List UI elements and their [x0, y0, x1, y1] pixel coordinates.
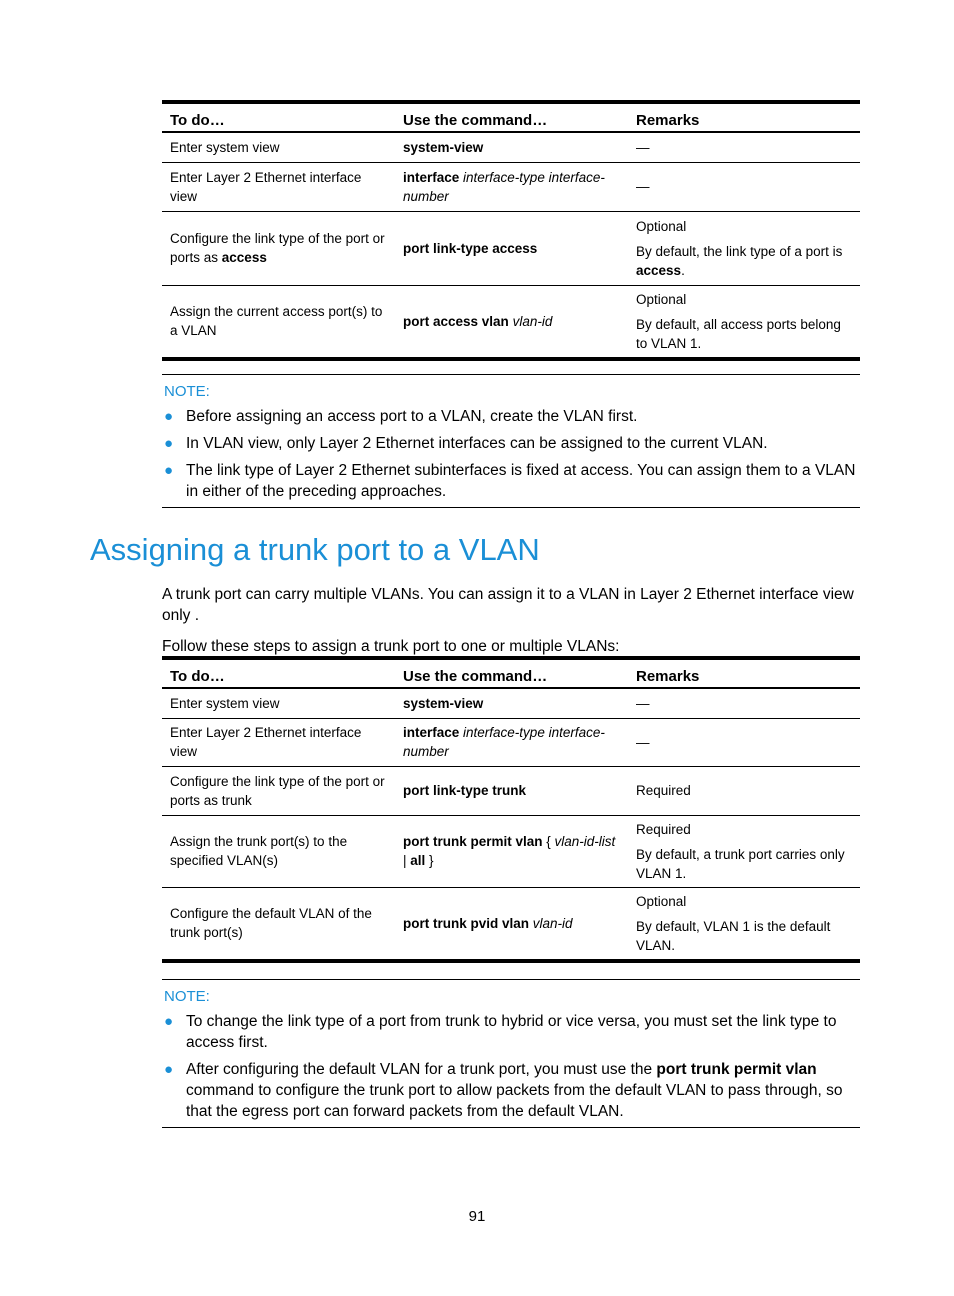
cell-todo: Configure the link type of the port or ports as trunk [162, 766, 395, 815]
cell-command [395, 887, 628, 961]
header-command: Use the command… [395, 102, 628, 132]
cell-remarks: — [628, 718, 860, 766]
command-keyword: system-view [403, 139, 484, 155]
body-paragraph: A trunk port can carry multiple VLANs. You can assign it to a VLAN in Layer 2 Ethernet interface view only . [162, 586, 854, 624]
cell-command [395, 162, 628, 211]
header-todo: To do… [162, 102, 395, 132]
note-box [162, 374, 860, 508]
cell-command [395, 718, 628, 766]
command-keyword: port access vlan [403, 313, 509, 329]
cell-todo: Enter system view [162, 688, 395, 718]
remark-status: Optional [636, 893, 687, 909]
header-remarks: Remarks [628, 658, 860, 688]
todo-keyword: access [221, 250, 267, 265]
command-argument: vlan-id [529, 915, 573, 931]
command-table-trunk [162, 656, 860, 963]
cell-remarks: — [628, 688, 860, 718]
bullet-icon: ● [164, 408, 174, 425]
cell-todo: Enter Layer 2 Ethernet interface view [162, 718, 395, 766]
table-row [162, 718, 860, 766]
cell-remarks: — [628, 162, 860, 211]
cell-remarks: Required [628, 766, 860, 815]
table-row [162, 815, 860, 887]
command-keyword: interface [403, 169, 460, 185]
command-argument: vlan-id [508, 313, 553, 329]
cell-todo: Assign the trunk port(s) to the specified VLAN(s) [162, 815, 395, 887]
note-title: NOTE: [164, 383, 210, 400]
cell-remarks: — [628, 132, 860, 162]
remark-status: Optional [636, 218, 687, 234]
command-table-access [162, 100, 860, 361]
header-command: Use the command… [395, 658, 628, 688]
command-keyword: port link-type trunk [403, 783, 527, 798]
remark-default: By default, VLAN 1 is the default VLAN. [636, 918, 831, 953]
cell-remarks [628, 211, 860, 285]
cell-todo [162, 211, 395, 285]
command-argument: interface-type interface-number [403, 169, 605, 204]
cell-command [395, 766, 628, 815]
list-item: ● Before assigning an access port to a VLAN, create the VLAN first. [164, 408, 638, 425]
table-row [162, 132, 860, 162]
command-keyword: interface [403, 725, 460, 740]
table-row [162, 766, 860, 815]
todo-text: Configure the link type of the port or ports as [170, 231, 385, 265]
bullet-icon: ● [164, 435, 174, 452]
cell-command [395, 132, 628, 162]
list-item: ● After configuring the default VLAN for a trunk port, you must use the port trunk permit vlan command to configure the trunk port to allow packets from the default VLAN to pass through, so that the egress port can forward packets from the default VLAN. [164, 1061, 843, 1120]
cell-remarks [628, 887, 860, 961]
list-item: ● To change the link type of a port from trunk to hybrid or vice versa, you must set the link type to access first. [164, 1013, 837, 1051]
command-argument: vlan-id-list [554, 834, 616, 849]
cell-command: port trunk permit vlan { vlan-id-list | all } [395, 815, 628, 887]
table-header-row [162, 102, 860, 132]
command-keyword: port trunk permit vlan [403, 834, 543, 849]
bullet-icon: ● [164, 1061, 174, 1078]
command-argument: interface-type interface-number [403, 725, 605, 759]
table-row [162, 162, 860, 211]
remark-default: By default, the link type of a port is access. [636, 243, 843, 278]
remark-default: By default, all access ports belong to VLAN 1. [636, 316, 841, 351]
table-header-row [162, 658, 860, 688]
list-item: ● The link type of Layer 2 Ethernet subinterfaces is fixed at access. You can assign them to a VLAN in either of the preceding approaches. [164, 462, 856, 500]
note-list [162, 1011, 860, 1130]
bullet-icon: ● [164, 1013, 174, 1030]
command-keyword: port link-type access [403, 240, 538, 256]
table-row [162, 887, 860, 961]
cell-command [395, 688, 628, 718]
cell-todo: Configure the default VLAN of the trunk port(s) [170, 906, 372, 940]
note-list [162, 406, 860, 510]
cell-todo: Enter Layer 2 Ethernet interface view [162, 162, 395, 211]
note-box [162, 979, 860, 1128]
table-row [162, 211, 860, 285]
table-row [162, 688, 860, 718]
remark-default: By default, a trunk port carries only VLAN 1. [636, 846, 845, 881]
remark-status: Optional [636, 291, 687, 307]
cell-todo: Assign the current access port(s) to a VLAN [170, 304, 383, 338]
command-keyword: system-view [403, 695, 484, 711]
cell-command [395, 211, 628, 285]
cell-command [395, 285, 628, 359]
remark-status: Required [636, 821, 691, 837]
header-remarks: Remarks [628, 102, 860, 132]
bullet-icon: ● [164, 462, 174, 479]
cell-remarks [628, 815, 860, 887]
table-row [162, 285, 860, 359]
cell-remarks [628, 285, 860, 359]
cell-todo: Enter system view [162, 132, 395, 162]
header-todo: To do… [162, 658, 395, 688]
note-title: NOTE: [164, 988, 210, 1005]
body-paragraph: Follow these steps to assign a trunk port to one or multiple VLANs: [162, 638, 620, 655]
page-number: 91 [468, 1208, 486, 1225]
list-item: ● In VLAN view, only Layer 2 Ethernet interfaces can be assigned to the current VLAN. [164, 435, 768, 452]
command-keyword: port trunk pvid vlan [403, 915, 530, 931]
section-heading: Assigning a trunk port to a VLAN [90, 532, 540, 567]
